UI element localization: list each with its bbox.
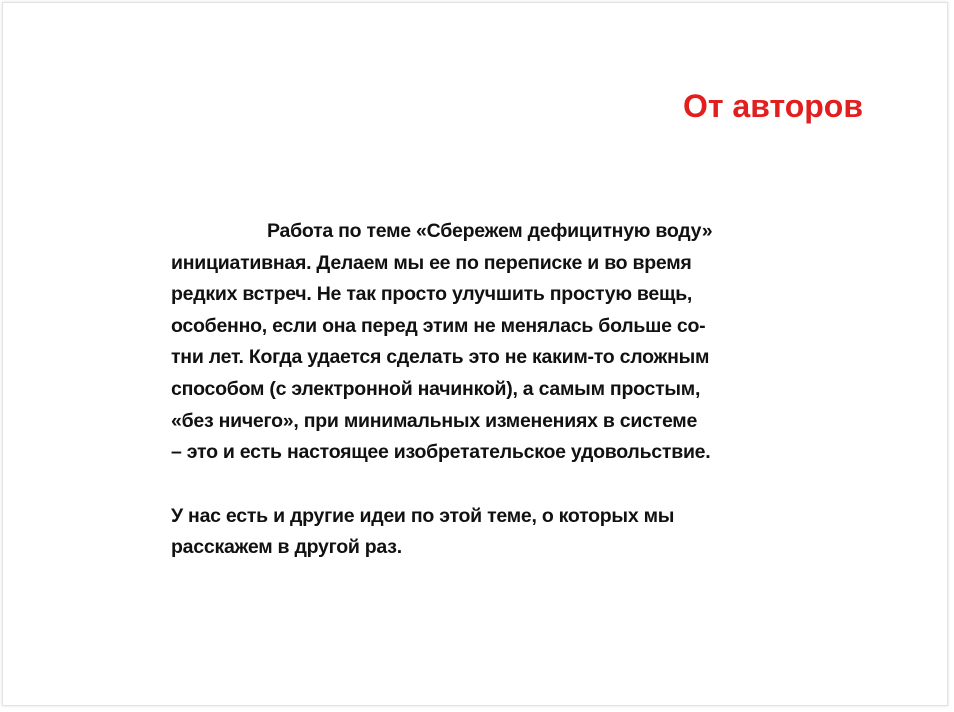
text-line: особенно, если она перед этим не менялась больше со- — [171, 314, 706, 337]
text-line: инициативная. Делаем мы ее по переписке и во время — [171, 251, 692, 274]
slide — [2, 2, 948, 706]
text-line: расскажем в другой раз. — [171, 536, 402, 559]
text-line: тни лет. Когда удается сделать это не каким-то сложным — [171, 346, 710, 369]
text-line: У нас есть и другие идеи по этой теме, о которых мы — [171, 504, 675, 527]
text-line: Работа по теме «Сбережем дефицитную воду» — [267, 220, 713, 242]
text-line: способом (с электронной начинкой), а самым простым, — [171, 377, 701, 400]
paragraph-spacer — [171, 469, 831, 501]
text-line: – это и есть настоящее изобретательское удовольствие. — [171, 441, 711, 464]
slide-body — [171, 216, 831, 564]
slide-title: От авторов — [682, 88, 863, 124]
paragraph-main — [171, 216, 831, 469]
text-line: редких встреч. Не так просто улучшить простую вещь, — [171, 283, 693, 306]
text-line: «без ничего», при минимальных изменениях в системе — [171, 409, 698, 432]
paragraph-closing — [171, 501, 831, 564]
